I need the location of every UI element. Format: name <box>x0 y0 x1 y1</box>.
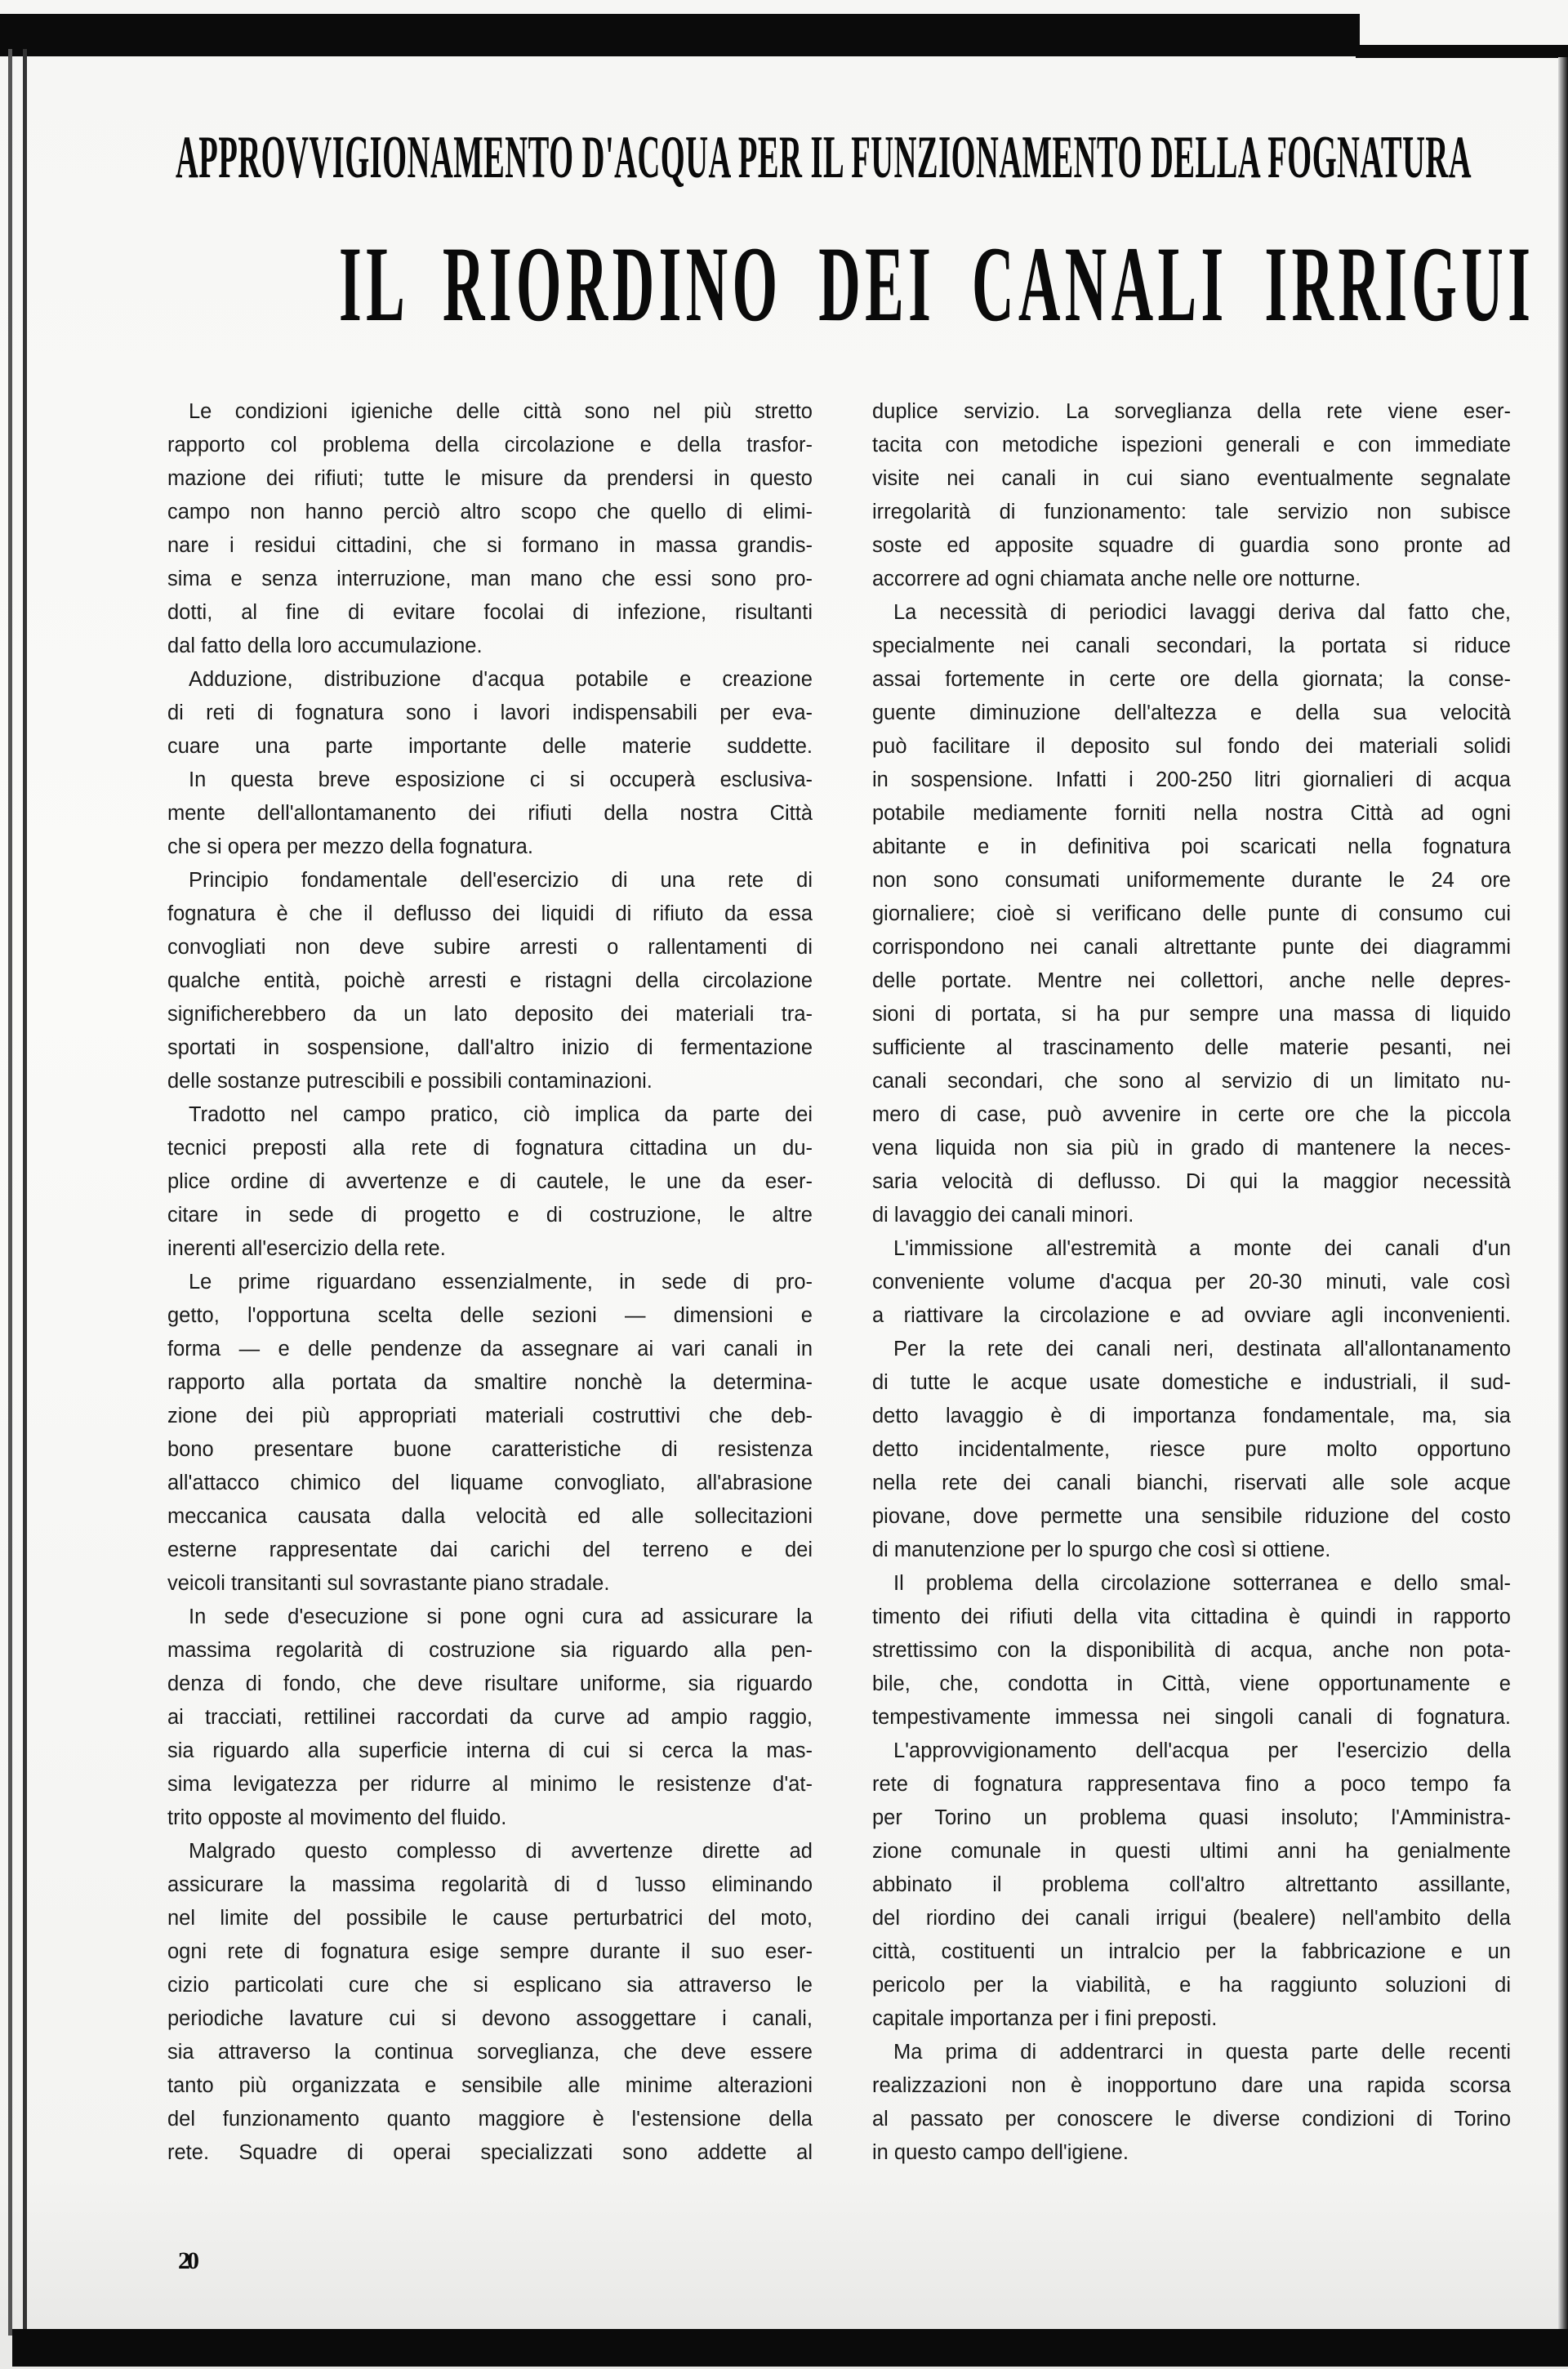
text-line: specialmente nei canali secondari, la portata si riduce <box>872 635 1511 657</box>
text-line: rete. Squadre di operai specializzati sono addette al <box>167 2141 813 2164</box>
body-column-right <box>872 395 1511 2170</box>
text-line: soste ed apposite squadre di guardia sono pronte ad <box>872 534 1511 557</box>
text-line: canali secondari, che sono al servizio di un limitato nu- <box>872 1070 1511 1093</box>
text-line: sia riguardo alla superficie interna di cui si cerca la mas- <box>167 1739 813 1762</box>
text-line: esterne rappresentate dai carichi del terreno e dei <box>167 1539 813 1561</box>
text-line: significherebbero da un lato deposito dei materiali tra- <box>167 1003 813 1026</box>
text-line: sia attraverso la continua sorveglianza, che deve essere <box>167 2041 813 2064</box>
text-line: strettissimo con la disponibilità di acqua, anche non pota- <box>872 1639 1511 1662</box>
text-line: campo non hanno perciò altro scopo che quello di elimi- <box>167 501 813 523</box>
scan-border-bottom <box>12 2329 1568 2367</box>
text-line: abitante e in definitiva poi scaricati nella fognatura <box>872 835 1511 858</box>
page-number: 20 <box>178 2247 196 2274</box>
scan-border-top <box>0 14 1360 56</box>
text-line: dal fatto della loro accumulazione. <box>167 635 483 657</box>
article-title: IL RIORDINO DEI CANALI IRRIGUI <box>339 224 1535 344</box>
text-line: nel limite del possibile le cause perturbatrici del moto, <box>167 1907 813 1930</box>
text-line: realizzazioni non è inopportuno dare una rapida scorsa <box>872 2074 1511 2097</box>
text-line: città, costituenti un intralcio per la fabbricazione e un <box>872 1940 1511 1963</box>
text-line: La necessità di periodici lavaggi deriva dal fatto che, <box>893 601 1511 624</box>
text-line: tacita con metodiche ispezioni generali e con immediate <box>872 434 1511 456</box>
text-line: guente diminuzione dell'altezza e della sua velocità <box>872 701 1511 724</box>
text-line: plice ordine di avvertenze e di cautele, le une da eser- <box>167 1170 813 1193</box>
text-line: conveniente volume d'acqua per 20-30 minuti, vale così <box>872 1271 1511 1294</box>
text-line: meccanica causata dalla velocità ed alle sollecitazioni <box>167 1505 813 1528</box>
text-line: tanto più organizzata e sensibile alle minime alterazioni <box>167 2074 813 2097</box>
text-line: accorrere ad ogni chiamata anche nelle ore notturne. <box>872 568 1361 590</box>
text-line: tempestivamente immessa nei singoli canali di fognatura. <box>872 1706 1511 1729</box>
text-line: massima regolarità di costruzione sia riguardo alla pen- <box>167 1639 813 1662</box>
text-line: In sede d'esecuzione si pone ogni cura ad assicurare la <box>189 1605 813 1628</box>
scan-border-left-outer <box>8 49 12 2336</box>
text-line: delle portate. Mentre nei collettori, anche nelle depres- <box>872 969 1511 992</box>
text-line: getto, l'opportuna scelta delle sezioni — dimensioni e <box>167 1304 813 1327</box>
text-line: tecnici preposti alla rete di fognatura cittadina un du- <box>167 1137 813 1160</box>
text-line: pericolo per la viabilità, e ha raggiunto soluzioni di <box>872 1974 1511 1997</box>
text-line: mero di case, può avvenire in certe ore che la piccola <box>872 1103 1511 1126</box>
text-line: fognatura è che il deflusso dei liquidi di rifiuto da essa <box>167 902 813 925</box>
text-line: al passato per conoscere le diverse condizioni di Torino <box>872 2108 1511 2131</box>
text-line: piovane, dove permette una sensibile riduzione del costo <box>872 1505 1511 1528</box>
text-line: vena liquida non sia più in grado di mantenere la neces- <box>872 1137 1511 1160</box>
text-line: Adduzione, distribuzione d'acqua potabile e creazione <box>189 668 813 691</box>
text-line: sima e senza interruzione, man mano che essi sono pro- <box>167 568 813 590</box>
text-line: mente dell'allontamanento dei rifiuti della nostra Città <box>167 802 813 825</box>
text-line: giornaliere; cioè si verificano delle punte di consumo cui <box>872 902 1511 925</box>
text-line: del funzionamento quanto maggiore è l'estensione della <box>167 2108 813 2131</box>
text-line: rete di fognatura rappresentava fino a poco tempo fa <box>872 1773 1511 1796</box>
text-line: trito opposte al movimento del fluido. <box>167 1806 507 1829</box>
text-line: citare in sede di progetto e di costruzione, le altre <box>167 1204 813 1227</box>
text-line: In questa breve esposizione ci si occuperà esclusiva- <box>189 768 813 791</box>
text-line: non sono consumati uniformemente durante le 24 ore <box>872 869 1511 892</box>
text-line: zione comunale in questi ultimi anni ha genialmente <box>872 1840 1511 1863</box>
text-line: qualche entità, poichè arresti e ristagni della circolazione <box>167 969 813 992</box>
text-line: bile, che, condotta in Città, viene opportunamente e <box>872 1672 1511 1695</box>
scan-border-top-right <box>1356 45 1568 58</box>
text-line: di tutte le acque usate domestiche e industriali, il sud- <box>872 1371 1511 1394</box>
text-line: bono presentare buone caratteristiche di resistenza <box>167 1438 813 1461</box>
text-line: periodiche lavature cui si devono assoggettare i canali, <box>167 2007 813 2030</box>
text-line: L'approvvigionamento dell'acqua per l'esercizio della <box>893 1739 1511 1762</box>
text-line: di manutenzione per lo spurgo che così si ottiene. <box>872 1539 1331 1561</box>
text-line: corrispondono nei canali altrettante punte dei diagrammi <box>872 936 1511 959</box>
text-line: saria velocità di deflusso. Di qui la maggior necessità <box>872 1170 1511 1193</box>
text-line: zione dei più appropriati materiali costruttivi che deb- <box>167 1405 813 1427</box>
text-line: duplice servizio. La sorveglianza della rete viene eser- <box>872 400 1511 423</box>
text-line: a riattivare la circolazione e ad ovviare agli inconvenienti. <box>872 1304 1511 1327</box>
text-line: ai tracciati, rettilinei raccordati da curve ad ampio raggio, <box>167 1706 813 1729</box>
article-kicker: APPROVVIGIONAMENTO D'ACQUA PER IL FUNZIONAMENTO DELLA FOGNATURA <box>176 124 1472 191</box>
text-line: abbinato il problema coll'altro altrettanto assillante, <box>872 1873 1511 1896</box>
text-line: timento dei rifiuti della vita cittadina è quindi in rapporto <box>872 1605 1511 1628</box>
text-line: detto incidentalmente, riesce pure molto opportuno <box>872 1438 1511 1461</box>
text-line: Principio fondamentale dell'esercizio di una rete di <box>189 869 813 892</box>
text-line: dotti, al fine di evitare focolai di infezione, risultanti <box>167 601 813 624</box>
body-column-left <box>167 395 813 2170</box>
text-line: assai fortemente in certe ore della giornata; la conse- <box>872 668 1511 691</box>
text-line: che si opera per mezzo della fognatura. <box>167 835 533 858</box>
text-line: ogni rete di fognatura esige sempre durante il suo eser- <box>167 1940 813 1963</box>
scan-border-right <box>1558 57 1568 2336</box>
text-line: visite nei canali in cui siano eventualmente segnalate <box>872 467 1511 490</box>
text-line: irregolarità di funzionamento: tale servizio non subisce <box>872 501 1511 523</box>
text-line: detto lavaggio è di importanza fondamentale, ma, sia <box>872 1405 1511 1427</box>
text-line: Ma prima di addentrarci in questa parte delle recenti <box>893 2041 1511 2064</box>
text-line: nare i residui cittadini, che si formano in massa grandis- <box>167 534 813 557</box>
text-line: Le condizioni igieniche delle città sono nel più stretto <box>189 400 813 423</box>
text-line: assicurare la massima regolarità di d ˥usso eliminando <box>167 1873 813 1896</box>
text-line: forma — e delle pendenze da assegnare ai vari canali in <box>167 1338 813 1360</box>
text-line: inerenti all'esercizio della rete. <box>167 1237 446 1260</box>
text-line: cuare una parte importante delle materie suddette. <box>167 735 813 758</box>
text-line: Le prime riguardano essenzialmente, in sede di pro- <box>189 1271 813 1294</box>
text-line: Malgrado questo complesso di avvertenze dirette ad <box>189 1840 813 1863</box>
text-line: delle sostanze putrescibili e possibili contaminazioni. <box>167 1070 653 1093</box>
text-line: Il problema della circolazione sotterranea e dello smal- <box>893 1572 1511 1595</box>
text-line: denza di fondo, che deve risultare uniforme, sia riguardo <box>167 1672 813 1695</box>
text-line: rapporto alla portata da smaltire nonchè la determina- <box>167 1371 813 1394</box>
text-line: sufficiente al trascinamento delle materie pesanti, nei <box>872 1036 1511 1059</box>
scan-border-left-inner <box>23 49 27 2336</box>
text-line: in sospensione. Infatti i 200-250 litri giornalieri di acqua <box>872 768 1511 791</box>
text-line: Tradotto nel campo pratico, ciò implica da parte dei <box>189 1103 813 1126</box>
text-line: sioni di portata, si ha pur sempre una massa di liquido <box>872 1003 1511 1026</box>
text-line: di lavaggio dei canali minori. <box>872 1204 1134 1227</box>
text-line: del riordino dei canali irrigui (bealere) nell'ambito della <box>872 1907 1511 1930</box>
text-line: veicoli transitanti sul sovrastante piano stradale. <box>167 1572 610 1595</box>
text-line: sima levigatezza per ridurre al minimo le resistenze d'at- <box>167 1773 813 1796</box>
text-line: può facilitare il deposito sul fondo dei materiali solidi <box>872 735 1511 758</box>
text-line: all'attacco chimico del liquame convogliato, all'abrasione <box>167 1472 813 1494</box>
text-line: per Torino un problema quasi insoluto; l'Amministra- <box>872 1806 1511 1829</box>
text-line: nella rete dei canali bianchi, riservati alle sole acque <box>872 1472 1511 1494</box>
text-line: di reti di fognatura sono i lavori indispensabili per eva- <box>167 701 813 724</box>
text-line: in questo campo dell'igiene. <box>872 2141 1129 2164</box>
text-line: mazione dei rifiuti; tutte le misure da prendersi in questo <box>167 467 813 490</box>
text-line: cizio particolati cure che si esplicano sia attraverso le <box>167 1974 813 1997</box>
text-line: capitale importanza per i fini preposti. <box>872 2007 1218 2030</box>
text-line: Per la rete dei canali neri, destinata all'allontanamento <box>893 1338 1511 1360</box>
text-line: L'immissione all'estremità a monte dei canali d'un <box>893 1237 1511 1260</box>
text-line: convogliati non deve subire arresti o rallentamenti di <box>167 936 813 959</box>
text-line: rapporto col problema della circolazione e della trasfor- <box>167 434 813 456</box>
text-line: potabile mediamente forniti nella nostra Città ad ogni <box>872 802 1511 825</box>
text-line: sportati in sospensione, dall'altro inizio di fermentazione <box>167 1036 813 1059</box>
